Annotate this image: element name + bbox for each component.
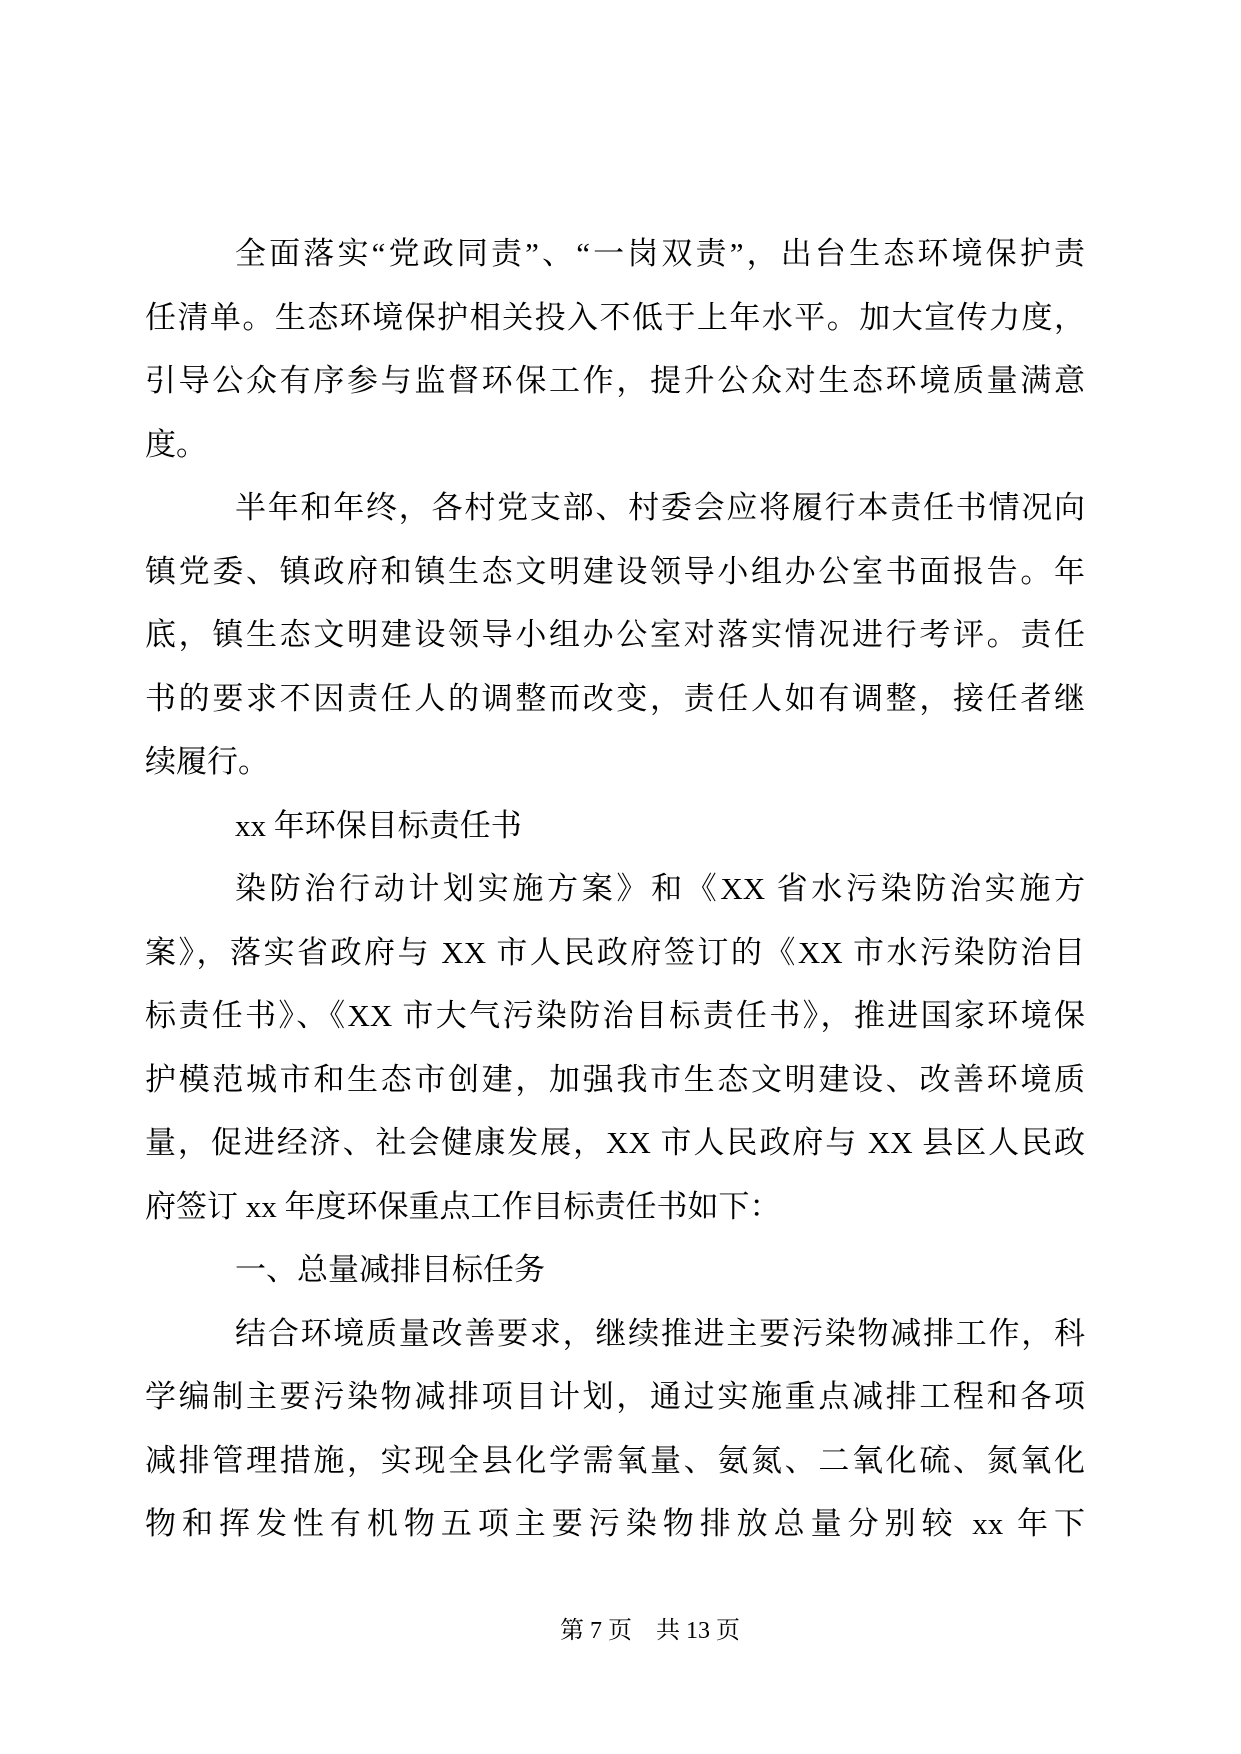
document-body	[145, 222, 1085, 1556]
page-footer	[59, 1611, 1241, 1651]
text-line: 一、总量减排目标任务	[235, 1252, 545, 1287]
page-number-text: 第 7 页 共 13 页	[560, 1618, 740, 1644]
text-line: 护模范城市和生态市创建，加强我市生态文明建设、改善环境质	[145, 1061, 1085, 1097]
text-line: 减排管理措施，实现全县化学需氧量、氨氮、二氧化硫、氮氧化	[145, 1442, 1085, 1478]
text-line: 镇党委、镇政府和镇生态文明建设领导小组办公室书面报告。年	[145, 553, 1085, 589]
text-line: 物和挥发性有机物五项主要污染物排放总量分别较 xx 年下	[145, 1506, 1085, 1541]
text-line: 半年和年终，各村党支部、村委会应将履行本责任书情况向	[235, 490, 1085, 525]
text-line: 引导公众有序参与监督环保工作，提升公众对生态环境质量满意	[145, 363, 1085, 398]
text-line: 标责任书》、《XX 市大气污染防治目标责任书》，推进国家环境保	[145, 998, 1085, 1033]
text-line: 底，镇生态文明建设领导小组办公室对落实情况进行考评。责任	[145, 617, 1085, 652]
text-line: 量，促进经济、社会健康发展，XX 市人民政府与 XX 县区人民政	[145, 1125, 1085, 1160]
text-line: 任清单。生态环境保护相关投入不低于上年水平。加大宣传力度，	[145, 299, 1085, 335]
text-line: 度。	[145, 426, 207, 462]
text-line: xx 年环保目标责任书	[235, 807, 522, 843]
text-line: 染防治行动计划实施方案》和《XX 省水污染防治实施方	[235, 871, 1085, 906]
text-line: 学编制主要污染物减排项目计划，通过实施重点减排工程和各项	[145, 1379, 1085, 1414]
text-line: 全面落实“党政同责”、“一岗双责”，出台生态环境保护责	[235, 236, 1085, 271]
text-line: 府签订 xx 年度环保重点工作目标责任书如下：	[145, 1188, 781, 1224]
text-line: 案》，落实省政府与 XX 市人民政府签订的《XX 市水污染防治目	[145, 934, 1085, 970]
text-line: 书的要求不因责任人的调整而改变，责任人如有调整，接任者继	[145, 680, 1085, 716]
text-line: 结合环境质量改善要求，继续推进主要污染物减排工作，科	[235, 1315, 1085, 1351]
text-line: 续履行。	[145, 744, 269, 779]
